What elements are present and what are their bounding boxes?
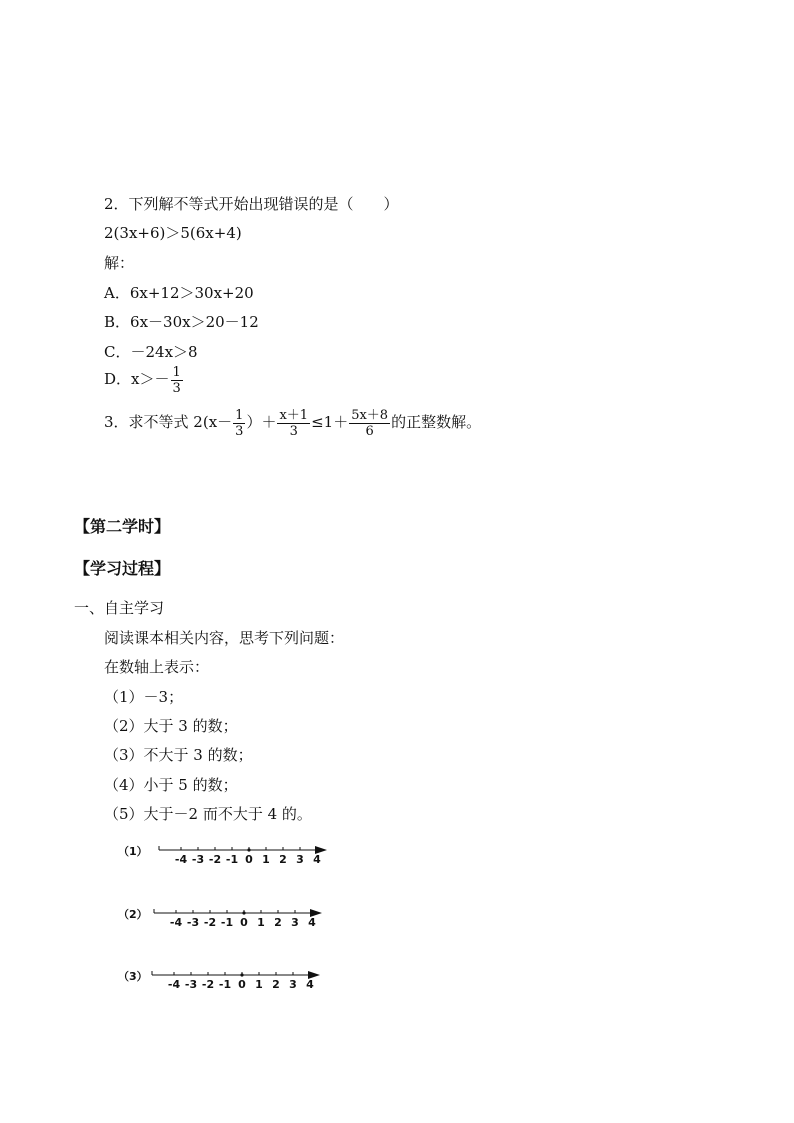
question-3-suffix: 的正整数解。 (391, 413, 482, 431)
list-item: （1）－3； (104, 688, 184, 706)
fraction (171, 365, 183, 396)
question-3 (104, 405, 481, 439)
part-1-title: 一、自主学习 (74, 599, 165, 617)
origin-dot (242, 911, 245, 914)
solution-label: 解： (104, 254, 135, 272)
list-item: （3）不大于 3 的数； (104, 746, 253, 764)
question-2-inequality: 2(3x+6)＞5(6x+4) (104, 224, 242, 242)
tick-label: 0 (245, 853, 253, 866)
fraction-numerator: 1 (172, 364, 181, 380)
question-3-mid-1: ）＋ (246, 413, 277, 431)
tick-label: -1 (225, 853, 239, 866)
tick-label: -4 (174, 853, 188, 866)
heading-second-period: 【第二学时】 (74, 517, 171, 536)
tick-label: 4 (306, 978, 314, 991)
tick-label: -1 (220, 916, 234, 929)
option-a (104, 283, 254, 303)
tick-label: -4 (167, 978, 181, 991)
tick-label: 3 (296, 853, 304, 866)
tick-label: 4 (313, 853, 321, 866)
option-letter: A． (104, 284, 130, 302)
tick-label: -3 (186, 916, 200, 929)
tick-label: 3 (291, 916, 299, 929)
tick-label: 0 (240, 916, 248, 929)
fraction-1 (233, 408, 245, 439)
tick-label: -1 (218, 978, 232, 991)
heading-learning-process: 【学习过程】 (74, 559, 171, 578)
tick-label: 2 (279, 853, 287, 866)
tick-label: 0 (238, 978, 246, 991)
fraction-numerator: 5x＋8 (351, 407, 389, 423)
option-letter: D． (104, 370, 132, 388)
origin-dot (247, 848, 250, 851)
tick-label: -2 (208, 853, 222, 866)
tick-label: 2 (274, 916, 282, 929)
fraction-denominator: 3 (289, 423, 298, 439)
tick-label: -2 (201, 978, 215, 991)
question-3-mid-2: ≤1＋ (311, 413, 349, 431)
fraction-denominator: 6 (365, 423, 374, 439)
tick-label: 3 (289, 978, 297, 991)
list-item: （4）小于 5 的数； (104, 776, 238, 794)
tick-label: -4 (169, 916, 183, 929)
tick-label: -3 (191, 853, 205, 866)
task-text: 在数轴上表示： (104, 658, 210, 676)
question-2-stem: 2．下列解不等式开始出现错误的是（ ） (104, 195, 399, 213)
list-item: （5）大于－2 而不大于 4 的。 (104, 805, 312, 823)
number-line-label: （1） (118, 845, 148, 858)
tick-label: 1 (262, 853, 270, 866)
tick-label: 1 (255, 978, 263, 991)
option-letter: B． (104, 313, 131, 331)
option-text: 6x－30x＞20－12 (130, 313, 259, 331)
fraction-numerator: 1 (235, 407, 244, 423)
fraction-3 (349, 408, 390, 439)
option-letter: C． (104, 343, 131, 361)
number-line-2 (150, 903, 330, 933)
option-b (104, 312, 259, 332)
fraction-denominator: 3 (235, 423, 244, 439)
question-3-prefix: 3．求不等式 2(x－ (104, 413, 233, 431)
tick-label: -3 (184, 978, 198, 991)
tick-label: -2 (203, 916, 217, 929)
intro-text: 阅读课本相关内容，思考下列问题： (104, 629, 345, 647)
fraction-numerator: x＋1 (279, 407, 309, 423)
list-item: （2）大于 3 的数； (104, 717, 238, 735)
number-line-label: （3） (118, 970, 148, 983)
number-line-1 (155, 840, 335, 870)
option-text: －24x＞8 (130, 343, 198, 361)
option-text: x＞－ (131, 370, 170, 388)
number-line-label: （2） (118, 908, 148, 921)
tick-label: 2 (272, 978, 280, 991)
number-line-3 (148, 965, 328, 995)
fraction-2 (277, 408, 310, 439)
origin-dot (240, 973, 243, 976)
option-d (104, 362, 184, 396)
fraction-denominator: 3 (172, 380, 181, 396)
tick-label: 1 (257, 916, 265, 929)
option-text: 6x+12＞30x+20 (129, 284, 254, 302)
tick-label: 4 (308, 916, 316, 929)
option-c (104, 342, 198, 362)
